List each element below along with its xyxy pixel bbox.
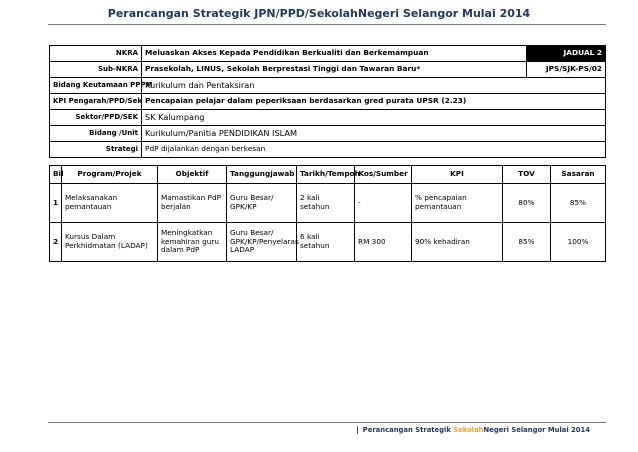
col-header-tov: TOV (503, 166, 551, 184)
col-header-kos: Kos/Sumber (355, 166, 412, 184)
info-row-bidang (50, 78, 606, 94)
cell-tov: 80% (503, 184, 551, 223)
col-header-objektif: Objektif (158, 166, 227, 184)
cell-tov: 85% (503, 223, 551, 262)
info-row-kpi (50, 94, 606, 110)
cell-bil: 1 (50, 184, 62, 223)
unit-value: Kurikulum/Panitia PENDIDIKAN ISLAM (142, 126, 606, 142)
document-code: JPS/SJK-PS/02 (527, 62, 606, 78)
col-header-kpi: KPI (412, 166, 503, 184)
bidang-label: Bidang Keutamaan PPPM (50, 78, 142, 94)
jadual-badge: JADUAL 2 (527, 46, 606, 62)
subnkra-value: Prasekolah, LINUS, Sekolah Berprestasi Tinggi dan Tawaran Baru* (142, 62, 527, 78)
col-header-tanggungjawab: Tanggungjawab (227, 166, 297, 184)
cell-objektif: Meningkatkan kemahiran guru dalam PdP (158, 223, 227, 262)
col-header-program: Program/Projek (62, 166, 158, 184)
unit-label: Bidang /Unit (50, 126, 142, 142)
cell-sasaran: 100% (551, 223, 606, 262)
page-footer (356, 426, 590, 434)
info-row-unit (50, 126, 606, 142)
subnkra-label: Sub-NKRA (50, 62, 142, 78)
strategi-value: PdP dijalankan dengan berkesan (142, 142, 606, 158)
page-title: Perancangan Strategik JPN/PPD/SekolahNegeri Selangor Mulai 2014 (107, 7, 531, 20)
footer-text-before: Perancangan Strategik (362, 426, 454, 434)
footer-text-after: Negeri Selangor Mulai 2014 (483, 426, 590, 434)
cell-tanggungjawab: Guru Besar/ GPK/KP (227, 184, 297, 223)
info-row-strategi (50, 142, 606, 158)
cell-tarikh: 6 kali setahun (297, 223, 355, 262)
cell-kpi: % pencapaian pemantauan (412, 184, 503, 223)
nkra-value: Meluaskan Akses Kepada Pendidikan Berkualiti dan Berkemampuan (142, 46, 527, 62)
table-header-row (50, 166, 606, 184)
header-rule (48, 24, 606, 25)
footer-text-highlight: Sekolah (453, 426, 484, 434)
footer-separator: | (356, 426, 359, 434)
strategi-label: Strategi (50, 142, 142, 158)
info-row-nkra (50, 46, 606, 62)
col-header-sasaran: Sasaran (551, 166, 606, 184)
cell-objektif: Mamastikan PdP berjalan (158, 184, 227, 223)
info-row-sektor (50, 110, 606, 126)
bidang-value: Kurikulum dan Pentaksiran (142, 78, 606, 94)
col-header-tarikh: Tarikh/Tempoh (297, 166, 355, 184)
kpi-label: KPI Pengarah/PPD/Sek (50, 94, 142, 110)
cell-tanggungjawab: Guru Besar/ GPK/KP/Penyelaras LADAP (227, 223, 297, 262)
table-row (50, 223, 606, 262)
sektor-value: SK Kalumpang (142, 110, 606, 126)
nkra-label: NKRA (50, 46, 142, 62)
cell-tarikh: 2 kali setahun (297, 184, 355, 223)
info-table (49, 45, 606, 158)
cell-bil: 2 (50, 223, 62, 262)
col-header-bil: Bil (50, 166, 62, 184)
footer-rule (48, 422, 606, 423)
cell-program: Kursus Dalam Perkhidmatan (LADAP) (62, 223, 158, 262)
cell-program: Melaksanakan pemantauan (62, 184, 158, 223)
cell-sasaran: 85% (551, 184, 606, 223)
info-row-subnkra (50, 62, 606, 78)
sektor-label: Sektor/PPD/SEK (50, 110, 142, 126)
cell-kpi: 90% kehadiran (412, 223, 503, 262)
cell-kos: RM 300 (355, 223, 412, 262)
kpi-value: Pencapaian pelajar dalam peperiksaan berdasarkan gred purata UPSR (2.23) (142, 94, 606, 110)
program-table (49, 165, 606, 262)
cell-kos: - (355, 184, 412, 223)
table-row (50, 184, 606, 223)
